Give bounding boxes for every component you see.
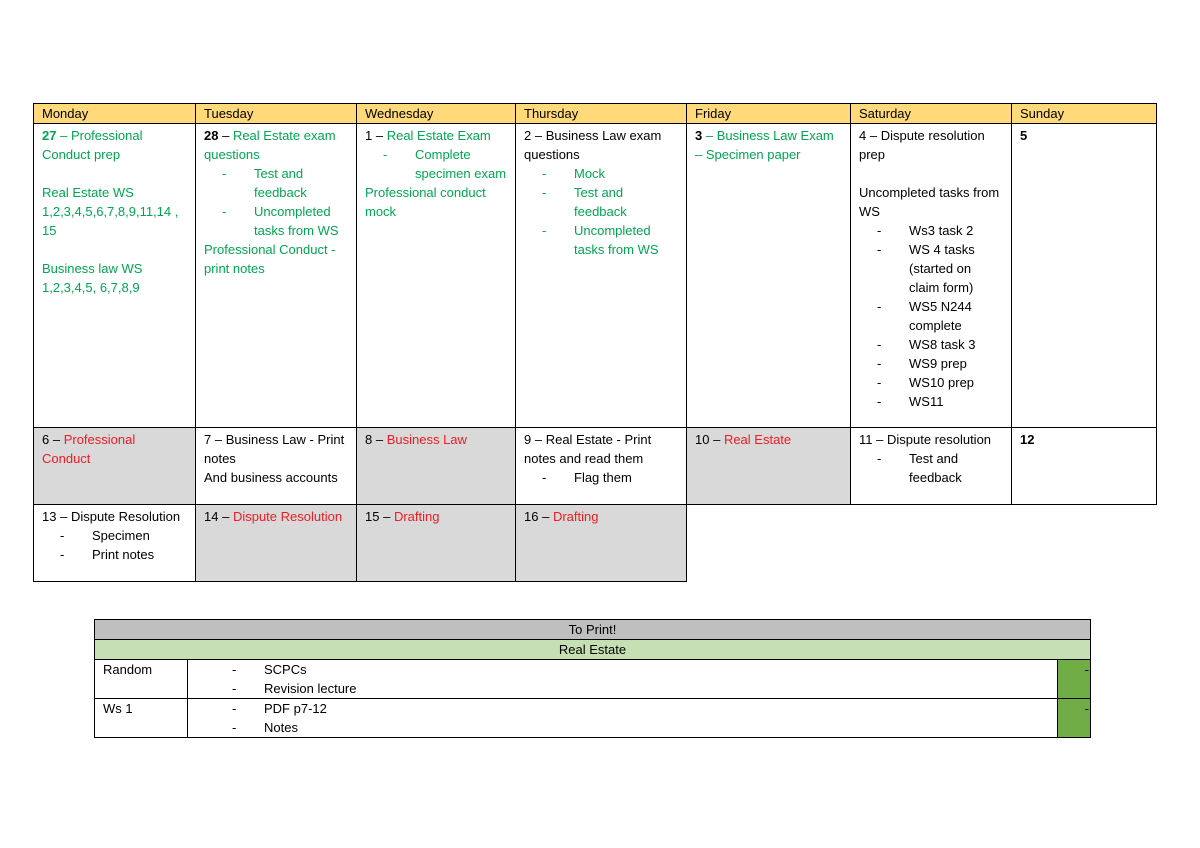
day-cell-11 [851,428,1012,505]
list-item: - Print notes [56,545,187,564]
list-item: - Specimen [56,526,187,545]
day-cell-2 [516,124,687,428]
print-table-title: To Print! [95,620,1091,640]
day-number: 28 [204,128,219,143]
day-task: Real Estate exam questions [204,128,336,162]
row-mark: - [1058,699,1091,738]
day-separator: – [218,509,233,524]
day-cell-7 [196,428,357,505]
day-task: Professional Conduct [42,432,136,466]
day-cell-16 [516,505,687,582]
list-item: - WS5 N244 complete [873,297,1003,335]
table-row [95,699,1091,738]
day-header-sunday: Sunday [1012,104,1157,124]
day-number: 1 [365,128,373,143]
list-item: - WS 4 tasks (started on claim form) [873,240,1003,297]
day-separator: – [538,509,553,524]
day-number: 11 [859,432,873,447]
day-task: Business Law exam questions [524,128,662,162]
print-list [196,660,1049,698]
day-separator: – [218,128,233,143]
day-header-saturday: Saturday [851,104,1012,124]
list-item: - Ws3 task 2 [873,221,1003,240]
list-item: - Notes [228,718,1049,737]
print-table-section [95,640,1091,660]
table-row [95,660,1091,699]
day-task: 1,2,3,4,5, 6,7,8,9 [42,280,140,295]
day-cell-27 [34,124,196,428]
list-item: - WS8 task 3 [873,335,1003,354]
list-item: - Test and feedback [538,183,678,221]
row-label: Random [95,660,188,699]
day-separator: – [709,432,724,447]
day-number: 4 [859,128,867,143]
day-task: Dispute resolution [886,432,992,447]
day-number: 8 [365,432,373,447]
day-separator: – [872,432,887,447]
day-task: Dispute Resolution [70,509,181,524]
print-table-header [95,620,1091,640]
task-list [204,164,348,240]
task-list [859,221,1003,411]
day-separator: – [372,432,387,447]
print-table [94,619,1091,738]
day-cell-3 [687,124,851,428]
day-header-thursday: Thursday [516,104,687,124]
day-header-wednesday: Wednesday [357,104,516,124]
list-item: - Uncompleted tasks from WS [218,202,348,240]
day-separator: – [211,432,226,447]
day-task: Business Law - Print notes [204,432,345,466]
day-separator: – [379,509,394,524]
task-list [859,449,1003,487]
day-number: 9 [524,432,532,447]
day-task: Real Estate WS [42,185,134,200]
day-task: Uncompleted tasks from WS [859,185,1000,219]
day-number: 3 [695,128,703,143]
day-task: Real Estate - Print notes and read them [524,432,652,466]
empty-area [687,505,1157,582]
list-item: - PDF p7-12 [228,699,1049,718]
day-cell-4 [851,124,1012,428]
day-number: 12 [1020,432,1035,447]
list-item: - WS9 prep [873,354,1003,373]
list-item: - SCPCs [228,660,1049,679]
task-list [365,145,507,183]
day-number: 10 [695,432,710,447]
list-item: - Flag them [538,468,678,487]
day-number: 5 [1020,128,1028,143]
list-item: - Revision lecture [228,679,1049,698]
day-task: Business law WS [42,261,143,276]
list-item: - Mock [538,164,678,183]
day-separator: – [56,509,71,524]
day-cell-14 [196,505,357,582]
day-task: Professional Conduct prep [42,128,143,162]
day-header-tuesday: Tuesday [196,104,357,124]
day-number: 6 [42,432,50,447]
day-number: 13 [42,509,57,524]
day-separator: – [702,128,717,143]
day-task: Dispute resolution prep [859,128,985,162]
day-separator: – [531,128,546,143]
day-cell-6 [34,428,196,505]
row-items [188,660,1058,699]
task-list [42,526,187,564]
day-task: Real Estate [723,432,792,447]
day-number: 27 [42,128,57,143]
day-cell-10 [687,428,851,505]
day-cell-5 [1012,124,1157,428]
calendar-week-2 [34,428,1157,505]
row-mark: - [1058,660,1091,699]
list-item: - WS10 prep [873,373,1003,392]
day-number: 2 [524,128,532,143]
day-number: 16 [524,509,539,524]
day-task: And business accounts [204,470,338,485]
list-item: - Complete specimen exam [379,145,507,183]
day-task: Dispute Resolution [232,509,343,524]
day-header-monday: Monday [34,104,196,124]
day-task: Business Law [386,432,467,447]
day-cell-13 [34,505,196,582]
calendar-header-row [34,104,1157,124]
day-separator: – [49,432,64,447]
day-task: Professional conduct mock [365,185,486,219]
list-item: - Test and feedback [218,164,348,202]
row-items [188,699,1058,738]
task-list [524,468,678,487]
day-separator: – [56,128,71,143]
task-list [524,164,678,259]
day-cell-9 [516,428,687,505]
print-list [196,699,1049,737]
list-item: - Uncompleted tasks from WS [538,221,678,259]
calendar-week-3 [34,505,1157,582]
study-calendar [33,103,1157,582]
day-number: 7 [204,432,212,447]
day-separator: – [372,128,387,143]
day-separator: – [866,128,881,143]
day-task: Drafting [393,509,440,524]
day-cell-1 [357,124,516,428]
day-task: 1,2,3,4,5,6,7,8,9,11,14 , 15 [42,204,179,238]
day-task: Real Estate Exam [386,128,491,143]
day-cell-15 [357,505,516,582]
list-item: - Test and feedback [873,449,1003,487]
day-cell-28 [196,124,357,428]
day-task: Drafting [552,509,599,524]
list-item: - WS11 [873,392,1003,411]
day-task: Professional Conduct - print notes [204,242,336,276]
calendar-week-1 [34,124,1157,428]
day-number: 15 [365,509,380,524]
day-number: 14 [204,509,219,524]
day-cell-8 [357,428,516,505]
day-cell-12 [1012,428,1157,505]
print-section-title: Real Estate [95,640,1091,660]
day-task: Business Law Exam – Specimen paper [695,128,834,162]
day-header-friday: Friday [687,104,851,124]
row-label: Ws 1 [95,699,188,738]
day-separator: – [531,432,546,447]
